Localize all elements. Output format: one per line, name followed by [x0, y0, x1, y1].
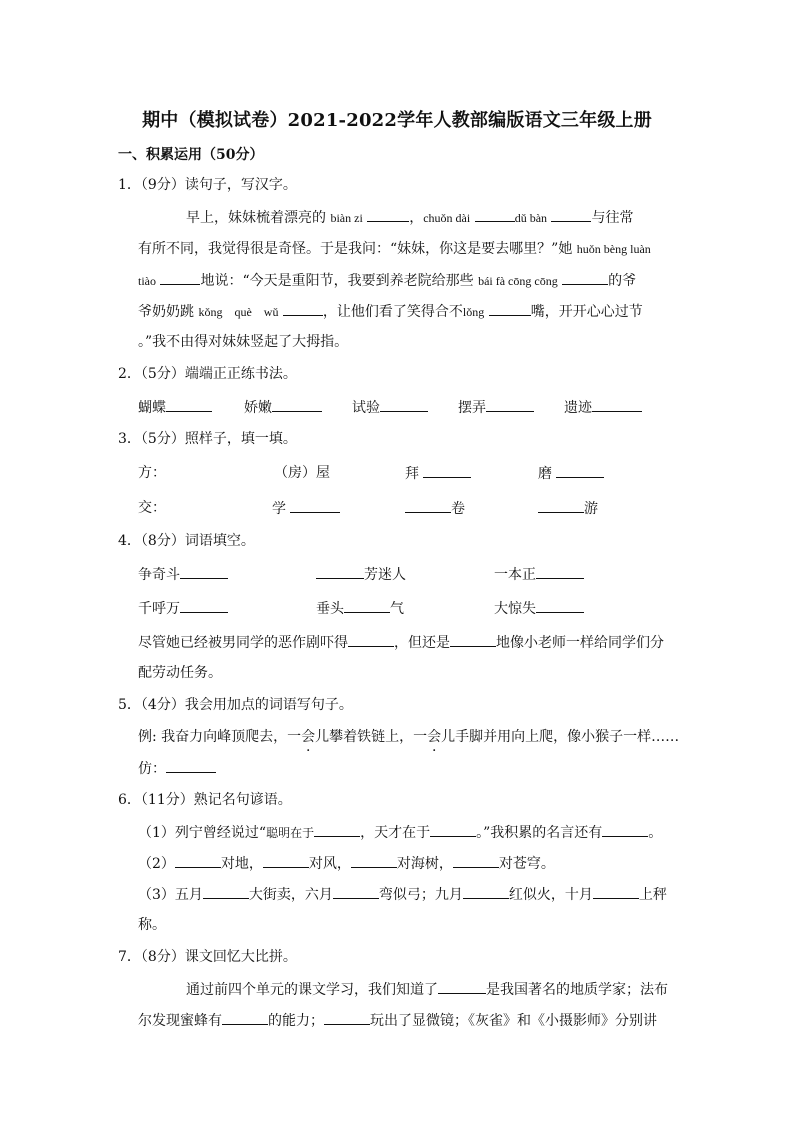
text: 的能力；	[268, 1013, 324, 1029]
question-7-line-1	[186, 979, 668, 1000]
question-1-line-1: 早上，妹妹梳着漂亮的 biàn zi ，chuǒn dài dǔ bàn 与往常	[186, 207, 633, 228]
text: （3）五月	[138, 887, 203, 903]
word: 娇嫩	[244, 400, 272, 416]
text: 对苍穹。	[498, 856, 555, 872]
question-7-line-2	[138, 1010, 657, 1031]
answer-blank[interactable]	[486, 397, 534, 412]
question-7-heading: 7．（8分）课文回忆大比拼。	[118, 949, 297, 965]
answer-blank[interactable]	[222, 1010, 268, 1025]
question-4-sentence-end: 配劳动任务。	[138, 665, 222, 681]
question-1-line-4	[138, 301, 643, 322]
question-6-line-4: 称。	[138, 917, 166, 933]
pinyin: dǔ bàn	[514, 211, 548, 225]
answer-blank[interactable]	[438, 979, 486, 994]
calligraphy-word	[138, 397, 212, 418]
example-sentence	[138, 727, 679, 747]
pinyin: lǒng	[462, 305, 485, 319]
answer-blank[interactable]	[453, 853, 499, 868]
answer-blank[interactable]	[430, 822, 476, 837]
answer-blank[interactable]	[405, 498, 451, 513]
idiom-item	[494, 564, 584, 585]
idiom-item	[494, 598, 584, 619]
text: 通过前四个单元的课文学习，我们知道了	[186, 982, 438, 998]
pinyin: bái fà cōng cōng	[478, 274, 558, 288]
quote-text: 聪明在于	[266, 826, 315, 840]
answer-blank[interactable]	[180, 598, 228, 613]
pinyin: huǒn bèng luàn	[576, 242, 651, 256]
word: 磨	[538, 466, 552, 482]
word: 遗迹	[564, 400, 592, 416]
question-6-line-2	[138, 853, 555, 874]
pinyin: chuǒn dài	[423, 211, 471, 225]
text: 尔发现蜜蜂有	[138, 1013, 222, 1029]
q1-text: ，让他们看了笑得合不	[322, 304, 463, 320]
pinyin: tiào	[138, 274, 156, 288]
text: 对海树，	[396, 856, 453, 872]
question-6-line-1	[138, 822, 662, 843]
answer-blank[interactable]	[166, 758, 216, 773]
answer-blank[interactable]	[166, 397, 212, 412]
answer-blank[interactable]	[475, 207, 515, 222]
answer-blank[interactable]	[272, 397, 322, 412]
answer-blank[interactable]	[263, 853, 309, 868]
q1-text: 爷奶奶跳	[138, 304, 194, 320]
text: 玩出了显微镜；《灰雀》和《小摄影师》分别讲	[370, 1013, 657, 1029]
pinyin: biàn zi	[330, 211, 363, 225]
text: 仿：	[138, 761, 166, 777]
answer-blank[interactable]	[538, 498, 584, 513]
text: 攀着铁链上，	[329, 729, 414, 745]
question-6-heading: 6．（11分）熟记名句谚语。	[118, 792, 292, 808]
answer-blank[interactable]	[344, 598, 390, 613]
answer-blank[interactable]	[351, 853, 397, 868]
radical-item	[538, 463, 604, 484]
text: 是我国著名的地质学家；法布	[486, 982, 668, 998]
answer-blank[interactable]	[593, 884, 639, 899]
question-1-heading: 1．（9分）读句子，写汉字。	[118, 177, 297, 193]
text: 尽管她已经被男同学的恶作剧吓得	[138, 635, 348, 651]
radical-label: 交：	[138, 500, 166, 516]
radical-item	[272, 498, 340, 519]
radical-label: 方：	[138, 465, 166, 481]
word: 卷	[451, 501, 465, 517]
radical-item	[405, 498, 465, 519]
question-2-heading: 2．（5分）端端正正练书法。	[118, 366, 297, 382]
idiom-item	[138, 598, 228, 619]
text: 对风，	[308, 856, 351, 872]
text: 上秤	[638, 887, 667, 903]
answer-blank[interactable]	[333, 884, 379, 899]
word: 游	[584, 501, 598, 517]
word: 一本正	[494, 567, 536, 583]
question-1-line-3	[138, 270, 636, 291]
answer-blank[interactable]	[290, 498, 340, 513]
text: （1）列宁曾经说过“	[138, 825, 267, 841]
answer-blank[interactable]	[463, 884, 509, 899]
question-4-heading: 4．（8分）词语填空。	[118, 533, 255, 549]
radical-item	[538, 498, 598, 519]
text: 红似火，十月	[508, 887, 593, 903]
text: 地像小老师一样给同学们分	[496, 635, 664, 651]
word: 气	[390, 601, 404, 617]
answer-blank[interactable]	[367, 207, 409, 222]
question-1-line-2	[138, 239, 651, 259]
question-5-heading: 5．（4分）我会用加点的词语写句子。	[118, 697, 353, 713]
answer-blank[interactable]	[423, 463, 471, 478]
answer-blank[interactable]	[556, 463, 604, 478]
imitation-line	[138, 758, 216, 779]
radical-item	[405, 463, 471, 484]
answer-blank[interactable]	[316, 564, 364, 579]
word: 大惊失	[494, 601, 536, 617]
text: （2）	[138, 856, 175, 872]
answer-blank[interactable]	[314, 822, 360, 837]
answer-blank[interactable]	[536, 598, 584, 613]
answer-blank[interactable]	[348, 632, 394, 647]
answer-blank[interactable]	[562, 270, 608, 285]
word: 摆弄	[458, 400, 486, 416]
word: 蝴蝶	[138, 400, 166, 416]
q1-text: 早上，妹妹梳着漂亮的	[186, 210, 326, 226]
calligraphy-word	[244, 397, 322, 418]
text: 手脚并用向上爬，像小猴子一样……	[455, 729, 680, 745]
q1-text: 有所不同，我觉得很是奇怪。于是我问：“妹妹，你这是要去哪里？”她	[138, 241, 573, 257]
word: 垂头	[316, 601, 344, 617]
question-4-sentence	[138, 632, 664, 653]
calligraphy-word	[458, 397, 534, 418]
calligraphy-word	[564, 397, 642, 418]
q1-text: 地说：“今天是重阳节，我要到养老院给那些	[200, 273, 474, 289]
text: ，但还是	[394, 635, 450, 651]
pinyin: kǒng què wǔ	[198, 305, 279, 319]
idiom-item	[316, 564, 406, 585]
question-1-line-5: 。”我不由得对妹妹竖起了大拇指。	[138, 334, 349, 350]
answer-blank[interactable]	[283, 301, 323, 316]
page-title: 期中（模拟试卷）2021-2022学年人教部编版语文三年级上册	[142, 110, 652, 131]
text: 。	[648, 825, 663, 841]
word: 芳迷人	[364, 567, 406, 583]
q1-text: 嘴，开开心心过节	[530, 304, 643, 320]
q1-text: 的爷	[608, 273, 637, 289]
answer-blank[interactable]	[203, 884, 249, 899]
text: 对地，	[220, 856, 263, 872]
answer-blank[interactable]	[160, 270, 200, 285]
dotted-word: 一会儿	[287, 729, 330, 745]
answer-blank[interactable]	[536, 564, 584, 579]
answer-blank[interactable]	[450, 632, 496, 647]
word: 拜	[405, 466, 419, 482]
section-heading: 一、积累运用（50分）	[118, 147, 264, 163]
dotted-word: 一会儿	[413, 729, 456, 745]
example-word: （房）屋	[274, 465, 330, 481]
answer-blank[interactable]	[175, 853, 221, 868]
answer-blank[interactable]	[324, 1010, 370, 1025]
answer-blank[interactable]	[180, 564, 228, 579]
idiom-item	[138, 564, 228, 585]
q1-text: 与往常	[591, 210, 634, 226]
text: 弯似弓；九月	[378, 887, 463, 903]
calligraphy-word	[352, 397, 428, 418]
text: 例: 我奋力向峰顶爬去，	[138, 729, 288, 745]
question-6-line-3	[138, 884, 667, 905]
text: ，天才在于	[360, 825, 431, 841]
answer-blank[interactable]	[602, 822, 648, 837]
word: 争奇斗	[138, 567, 180, 583]
answer-blank[interactable]	[592, 397, 642, 412]
text: 。”我积累的名言还有	[476, 825, 603, 841]
text: 大街卖，六月	[248, 887, 333, 903]
idiom-item	[316, 598, 404, 619]
word: 学	[272, 501, 286, 517]
answer-blank[interactable]	[551, 207, 591, 222]
answer-blank[interactable]	[489, 301, 531, 316]
word: 试验	[352, 400, 380, 416]
answer-blank[interactable]	[380, 397, 428, 412]
question-3-heading: 3．（5分）照样子，填一填。	[118, 431, 297, 447]
word: 千呼万	[138, 601, 180, 617]
